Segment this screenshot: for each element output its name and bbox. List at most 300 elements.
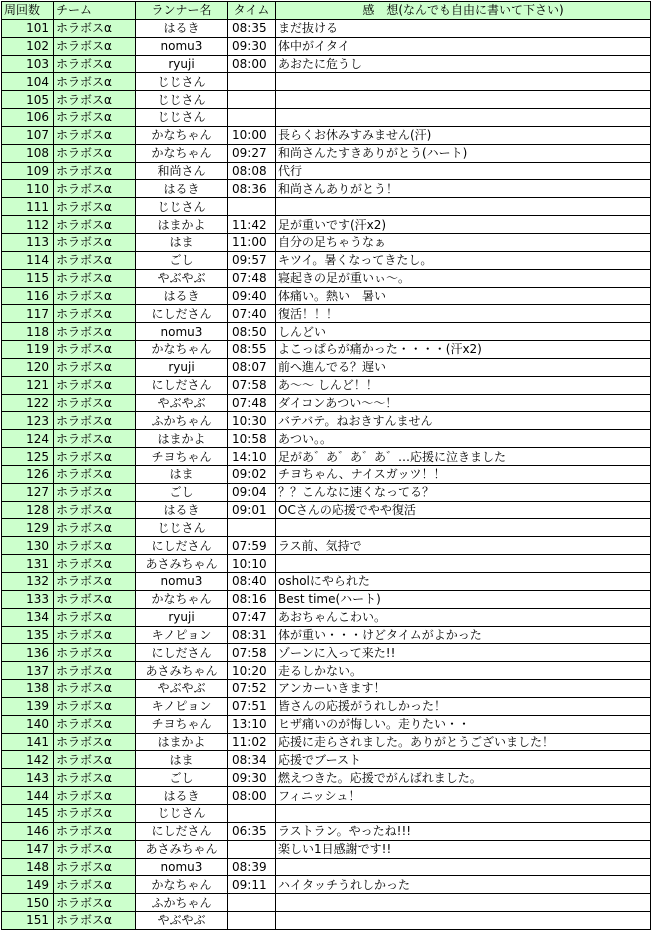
lap-cell: 114 (2, 251, 54, 269)
time-cell: 10:58 (228, 430, 276, 448)
team-cell: ホラボスα (54, 448, 136, 466)
table-row (2, 233, 651, 251)
table-row (2, 697, 651, 715)
runner-cell: ごし (136, 483, 228, 501)
lap-cell: 141 (2, 733, 54, 751)
table-row (2, 894, 651, 912)
team-cell: ホラボスα (54, 305, 136, 323)
team-cell: ホラボスα (54, 430, 136, 448)
lap-cell: 110 (2, 180, 54, 198)
comment-cell: ダイコンあつい～～！ (276, 394, 651, 412)
lap-cell: 112 (2, 216, 54, 234)
team-cell: ホラボスα (54, 233, 136, 251)
comment-cell: 和尚さんたすきありがとう(ハート) (276, 144, 651, 162)
lap-cell: 125 (2, 448, 54, 466)
runner-cell: はま (136, 233, 228, 251)
table-row (2, 251, 651, 269)
runner-cell: キノピョン (136, 697, 228, 715)
team-cell: ホラボスα (54, 662, 136, 680)
runner-cell: にしださん (136, 644, 228, 662)
time-cell (228, 912, 276, 930)
time-cell (228, 894, 276, 912)
lap-cell: 142 (2, 751, 54, 769)
table-row (2, 876, 651, 894)
comment-cell: ハイタッチうれしかった (276, 876, 651, 894)
runner-cell: はま (136, 465, 228, 483)
comment-cell: 応援でブースト (276, 751, 651, 769)
lap-cell: 102 (2, 37, 54, 55)
team-cell: ホラボスα (54, 894, 136, 912)
time-cell: 08:36 (228, 180, 276, 198)
time-cell: 08:35 (228, 19, 276, 37)
table-row (2, 465, 651, 483)
table-row (2, 73, 651, 91)
team-cell: ホラボスα (54, 55, 136, 73)
time-cell (228, 73, 276, 91)
table-row (2, 715, 651, 733)
comment-cell: 和尚さんありがとう！ (276, 180, 651, 198)
table-row (2, 483, 651, 501)
runner-cell: にしださん (136, 376, 228, 394)
team-cell: ホラボスα (54, 126, 136, 144)
lap-cell: 111 (2, 198, 54, 216)
table-row (2, 555, 651, 573)
team-cell: ホラボスα (54, 198, 136, 216)
team-cell: ホラボスα (54, 501, 136, 519)
runner-cell: にしださん (136, 822, 228, 840)
lap-cell: 122 (2, 394, 54, 412)
table-row (2, 519, 651, 537)
runner-cell: ryuji (136, 55, 228, 73)
runner-cell: はるき (136, 501, 228, 519)
time-cell: 08:55 (228, 341, 276, 359)
comment-cell: 楽しい1日感謝です!! (276, 840, 651, 858)
comment-cell (276, 912, 651, 930)
time-cell: 07:47 (228, 608, 276, 626)
lap-cell: 143 (2, 769, 54, 787)
table-row (2, 55, 651, 73)
time-cell: 13:10 (228, 715, 276, 733)
runner-cell: ryuji (136, 608, 228, 626)
time-cell: 08:40 (228, 573, 276, 591)
time-cell: 11:02 (228, 733, 276, 751)
comment-cell: 足があ゛あ゛あ゛あ゛…応援に泣きました (276, 448, 651, 466)
lap-cell: 130 (2, 537, 54, 555)
table-row (2, 858, 651, 876)
team-cell: ホラボスα (54, 73, 136, 91)
team-cell: ホラボスα (54, 37, 136, 55)
time-cell (228, 840, 276, 858)
table-row (2, 269, 651, 287)
lap-cell: 139 (2, 697, 54, 715)
lap-cell: 116 (2, 287, 54, 305)
table-row (2, 608, 651, 626)
runner-cell: ごし (136, 251, 228, 269)
time-cell: 11:42 (228, 216, 276, 234)
table-row (2, 804, 651, 822)
comment-cell: ゾーンに入って来た!! (276, 644, 651, 662)
lap-cell: 107 (2, 126, 54, 144)
runner-cell: やぶやぶ (136, 680, 228, 698)
header-comment: 感 想(なんでも自由に書いて下さい) (276, 2, 651, 20)
team-cell: ホラボスα (54, 751, 136, 769)
lap-cell: 127 (2, 483, 54, 501)
team-cell: ホラボスα (54, 19, 136, 37)
comment-cell: 自分の足ちゃうなぁ (276, 233, 651, 251)
runner-cell: かなちゃん (136, 876, 228, 894)
comment-cell: 前へ進んでる？遅い (276, 358, 651, 376)
time-cell: 08:08 (228, 162, 276, 180)
team-cell: ホラボスα (54, 483, 136, 501)
runner-cell: にしださん (136, 305, 228, 323)
lap-cell: 126 (2, 465, 54, 483)
runner-cell: nomu3 (136, 858, 228, 876)
comment-cell: あつい。。 (276, 430, 651, 448)
time-cell: 09:30 (228, 37, 276, 55)
team-cell: ホラボスα (54, 555, 136, 573)
table-row (2, 198, 651, 216)
comment-cell: あおたに危うし (276, 55, 651, 73)
comment-cell: あおちゃんこわい。 (276, 608, 651, 626)
team-cell: ホラボスα (54, 537, 136, 555)
runner-cell: はるき (136, 180, 228, 198)
comment-cell (276, 858, 651, 876)
team-cell: ホラボスα (54, 733, 136, 751)
team-cell: ホラボスα (54, 180, 136, 198)
comment-cell: ヒザ痛いのが悔しい。走りたい・・ (276, 715, 651, 733)
lap-cell: 134 (2, 608, 54, 626)
comment-cell: あ～～ しんど！！ (276, 376, 651, 394)
table-row (2, 394, 651, 412)
lap-cell: 104 (2, 73, 54, 91)
time-cell: 07:58 (228, 644, 276, 662)
lap-cell: 106 (2, 109, 54, 127)
runner-cell: はま (136, 751, 228, 769)
runner-cell: かなちゃん (136, 590, 228, 608)
time-cell: 07:59 (228, 537, 276, 555)
runner-cell: かなちゃん (136, 126, 228, 144)
comment-cell: チヨちゃん、ナイスガッツ！！ (276, 465, 651, 483)
runner-cell: かなちゃん (136, 144, 228, 162)
table-row (2, 19, 651, 37)
runner-cell: 和尚さん (136, 162, 228, 180)
table-row (2, 644, 651, 662)
lap-cell: 144 (2, 787, 54, 805)
table-row (2, 91, 651, 109)
lap-cell: 137 (2, 662, 54, 680)
lap-cell: 128 (2, 501, 54, 519)
table-row (2, 573, 651, 591)
team-cell: ホラボスα (54, 341, 136, 359)
team-cell: ホラボスα (54, 269, 136, 287)
runner-cell: はまかよ (136, 733, 228, 751)
runner-cell: ryuji (136, 358, 228, 376)
comment-cell: osholにやられた (276, 573, 651, 591)
team-cell: ホラボスα (54, 804, 136, 822)
runner-cell: はるき (136, 787, 228, 805)
team-cell: ホラボスα (54, 394, 136, 412)
lap-results-table (1, 1, 651, 930)
runner-cell: じじさん (136, 109, 228, 127)
comment-cell (276, 73, 651, 91)
team-cell: ホラボスα (54, 287, 136, 305)
team-cell: ホラボスα (54, 144, 136, 162)
team-cell: ホラボスα (54, 573, 136, 591)
comment-cell (276, 894, 651, 912)
team-cell: ホラボスα (54, 519, 136, 537)
team-cell: ホラボスα (54, 376, 136, 394)
time-cell: 08:50 (228, 323, 276, 341)
comment-cell: 燃えつきた。応援でがんばれました。 (276, 769, 651, 787)
table-row (2, 662, 651, 680)
table-row (2, 412, 651, 430)
lap-cell: 145 (2, 804, 54, 822)
comment-cell: まだ抜ける (276, 19, 651, 37)
comment-cell: 応援に走らされました。ありがとうございました！ (276, 733, 651, 751)
comment-cell: 代行 (276, 162, 651, 180)
lap-cell: 135 (2, 626, 54, 644)
time-cell: 08:34 (228, 751, 276, 769)
lap-cell: 121 (2, 376, 54, 394)
team-cell: ホラボスα (54, 590, 136, 608)
runner-cell: はるき (136, 287, 228, 305)
time-cell: 14:10 (228, 448, 276, 466)
time-cell (228, 804, 276, 822)
lap-cell: 124 (2, 430, 54, 448)
lap-cell: 109 (2, 162, 54, 180)
runner-cell: あさみちゃん (136, 555, 228, 573)
runner-cell: ふかちゃん (136, 412, 228, 430)
time-cell: 08:39 (228, 858, 276, 876)
comment-cell: 長らくお休みすみません(汗) (276, 126, 651, 144)
lap-cell: 118 (2, 323, 54, 341)
team-cell: ホラボスα (54, 680, 136, 698)
runner-cell: ごし (136, 769, 228, 787)
table-row (2, 109, 651, 127)
lap-cell: 115 (2, 269, 54, 287)
time-cell: 10:20 (228, 662, 276, 680)
comment-cell: 体中がイタイ (276, 37, 651, 55)
table-row (2, 537, 651, 555)
lap-cell: 133 (2, 590, 54, 608)
lap-cell: 148 (2, 858, 54, 876)
table-row (2, 216, 651, 234)
table-row (2, 341, 651, 359)
table-row (2, 626, 651, 644)
lap-cell: 146 (2, 822, 54, 840)
team-cell: ホラボスα (54, 91, 136, 109)
comment-cell: 走るしかない。 (276, 662, 651, 680)
lap-cell: 131 (2, 555, 54, 573)
runner-cell: nomu3 (136, 573, 228, 591)
runner-cell: ふかちゃん (136, 894, 228, 912)
table-row (2, 162, 651, 180)
table-row (2, 733, 651, 751)
time-cell: 09:01 (228, 501, 276, 519)
team-cell: ホラボスα (54, 358, 136, 376)
time-cell: 09:27 (228, 144, 276, 162)
comment-cell (276, 109, 651, 127)
lap-cell: 113 (2, 233, 54, 251)
runner-cell: チヨちゃん (136, 448, 228, 466)
table-row (2, 180, 651, 198)
time-cell: 08:07 (228, 358, 276, 376)
team-cell: ホラボスα (54, 323, 136, 341)
lap-cell: 117 (2, 305, 54, 323)
time-cell (228, 109, 276, 127)
team-cell: ホラボスα (54, 822, 136, 840)
lap-cell: 129 (2, 519, 54, 537)
time-cell: 09:57 (228, 251, 276, 269)
time-cell: 08:00 (228, 55, 276, 73)
team-cell: ホラボスα (54, 644, 136, 662)
time-cell: 11:00 (228, 233, 276, 251)
comment-cell: OCさんの応援でやや復活 (276, 501, 651, 519)
lap-cell: 132 (2, 573, 54, 591)
runner-cell: かなちゃん (136, 341, 228, 359)
comment-cell: よこっぱらが痛かった・・・・(汗x2) (276, 341, 651, 359)
runner-cell: あさみちゃん (136, 840, 228, 858)
header-row (2, 2, 651, 20)
team-cell: ホラボスα (54, 715, 136, 733)
comment-cell: 足が重いです(汗x2) (276, 216, 651, 234)
comment-cell: 皆さんの応援がうれしかった！ (276, 697, 651, 715)
team-cell: ホラボスα (54, 109, 136, 127)
runner-cell: やぶやぶ (136, 912, 228, 930)
lap-cell: 120 (2, 358, 54, 376)
runner-cell: あさみちゃん (136, 662, 228, 680)
time-cell: 07:40 (228, 305, 276, 323)
time-cell (228, 519, 276, 537)
team-cell: ホラボスα (54, 912, 136, 930)
runner-cell: じじさん (136, 73, 228, 91)
table-row (2, 144, 651, 162)
time-cell: 08:00 (228, 787, 276, 805)
runner-cell: じじさん (136, 91, 228, 109)
table-row (2, 769, 651, 787)
lap-cell: 150 (2, 894, 54, 912)
time-cell: 07:48 (228, 394, 276, 412)
table-row (2, 430, 651, 448)
time-cell: 08:31 (228, 626, 276, 644)
team-cell: ホラボスα (54, 626, 136, 644)
lap-cell: 136 (2, 644, 54, 662)
time-cell: 07:48 (228, 269, 276, 287)
comment-cell (276, 555, 651, 573)
table-row (2, 787, 651, 805)
time-cell: 10:10 (228, 555, 276, 573)
time-cell (228, 198, 276, 216)
comment-cell: キツイ。暑くなってきたし。 (276, 251, 651, 269)
time-cell: 07:51 (228, 697, 276, 715)
team-cell: ホラボスα (54, 876, 136, 894)
table-row (2, 323, 651, 341)
runner-cell: じじさん (136, 519, 228, 537)
comment-cell: ？？こんなに速くなってる？ (276, 483, 651, 501)
time-cell: 10:30 (228, 412, 276, 430)
table-row (2, 376, 651, 394)
lap-cell: 103 (2, 55, 54, 73)
comment-cell: ラストラン。やったね!!! (276, 822, 651, 840)
team-cell: ホラボスα (54, 412, 136, 430)
table-row (2, 358, 651, 376)
lap-cell: 138 (2, 680, 54, 698)
runner-cell: チヨちゃん (136, 715, 228, 733)
table-row (2, 822, 651, 840)
lap-cell: 101 (2, 19, 54, 37)
comment-cell: ラス前、気持で (276, 537, 651, 555)
runner-cell: にしださん (136, 537, 228, 555)
time-cell: 10:00 (228, 126, 276, 144)
lap-cell: 140 (2, 715, 54, 733)
runner-cell: じじさん (136, 804, 228, 822)
table-row (2, 37, 651, 55)
comment-cell (276, 519, 651, 537)
team-cell: ホラボスα (54, 162, 136, 180)
table-row (2, 126, 651, 144)
team-cell: ホラボスα (54, 769, 136, 787)
team-cell: ホラボスα (54, 840, 136, 858)
comment-cell: Best time(ハート) (276, 590, 651, 608)
time-cell: 07:58 (228, 376, 276, 394)
table-row (2, 912, 651, 930)
time-cell: 09:02 (228, 465, 276, 483)
lap-cell: 119 (2, 341, 54, 359)
time-cell: 09:30 (228, 769, 276, 787)
team-cell: ホラボスα (54, 858, 136, 876)
team-cell: ホラボスα (54, 697, 136, 715)
runner-cell: はまかよ (136, 216, 228, 234)
comment-cell: 復活！！！ (276, 305, 651, 323)
table-row (2, 501, 651, 519)
time-cell: 07:52 (228, 680, 276, 698)
comment-cell (276, 198, 651, 216)
header-time: タイム (228, 2, 276, 20)
header-runner: ランナー名 (136, 2, 228, 20)
comment-cell: 体痛い。熱い 暑い (276, 287, 651, 305)
time-cell: 08:16 (228, 590, 276, 608)
runner-cell: やぶやぶ (136, 394, 228, 412)
header-team: チーム (54, 2, 136, 20)
lap-cell: 108 (2, 144, 54, 162)
comment-cell: バテバテ。ねおきすんません (276, 412, 651, 430)
time-cell: 09:40 (228, 287, 276, 305)
comment-cell: フィニッシュ！ (276, 787, 651, 805)
team-cell: ホラボスα (54, 216, 136, 234)
header-lap: 周回数 (2, 2, 54, 20)
table-row (2, 448, 651, 466)
runner-cell: やぶやぶ (136, 269, 228, 287)
comment-cell: アンカーいきます！ (276, 680, 651, 698)
lap-cell: 147 (2, 840, 54, 858)
table-row (2, 840, 651, 858)
team-cell: ホラボスα (54, 251, 136, 269)
runner-cell: じじさん (136, 198, 228, 216)
table-row (2, 287, 651, 305)
time-cell (228, 91, 276, 109)
comment-cell: 体が重い・・・けどタイムがよかった (276, 626, 651, 644)
runner-cell: nomu3 (136, 37, 228, 55)
comment-cell: 寝起きの足が重いぃ～。 (276, 269, 651, 287)
team-cell: ホラボスα (54, 787, 136, 805)
comment-cell (276, 804, 651, 822)
team-cell: ホラボスα (54, 608, 136, 626)
table-row (2, 680, 651, 698)
comment-cell (276, 91, 651, 109)
lap-cell: 151 (2, 912, 54, 930)
runner-cell: キノピョン (136, 626, 228, 644)
runner-cell: nomu3 (136, 323, 228, 341)
